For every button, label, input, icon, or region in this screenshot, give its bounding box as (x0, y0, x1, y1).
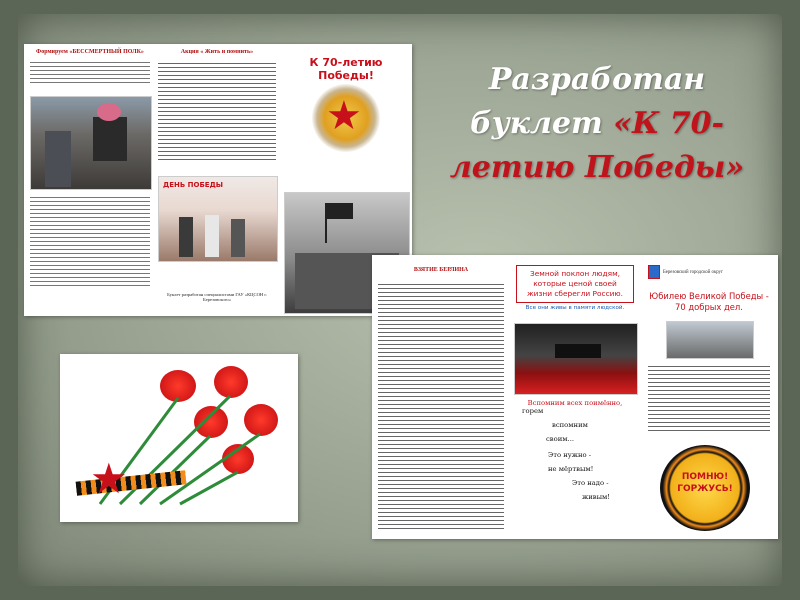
poem-line-2: горем (522, 407, 544, 415)
victory-day-photo (158, 176, 278, 262)
booklet-front-col2-heading: Акция « Жить и помнить» (180, 49, 254, 55)
title-line-3: летию Победы» (449, 150, 745, 185)
booklet-front-col1-text (30, 59, 150, 85)
booklet-front-col-2 (155, 44, 279, 316)
booklet-back-col2-heading: Земной поклон людям, которые ценой своей жизни сберегли Россию. (516, 265, 634, 303)
booklet-back-col-2 (510, 255, 640, 539)
poem-line-6: не мёртвым! (548, 465, 594, 473)
logo-text: Березовский городской округ (663, 269, 723, 275)
veterans-photo (666, 321, 754, 359)
title-line-1: Разработан (488, 62, 706, 97)
booklet-front-col1-text-2 (30, 194, 150, 286)
poster-text: ДЕНЬ ПОБЕДЫ (163, 181, 224, 189)
poem-line-5: Это нужно - (548, 451, 592, 459)
order-star-icon: ★ (90, 457, 128, 503)
slide-title (432, 58, 762, 190)
booklet-front-col3-heading: К 70-летию Победы! (309, 56, 383, 82)
booklet-back-col3-logo (648, 265, 770, 279)
booklet-back-image (372, 255, 778, 539)
booklet-front-col1-heading: Формируем «БЕССМЕРТНЫЙ ПОЛК» (36, 49, 144, 55)
booklet-back-col-3 (644, 255, 774, 539)
memory-poem (512, 399, 638, 501)
victory-star-emblem-icon: ★ (312, 84, 380, 152)
booklet-back-col1-text (378, 281, 504, 531)
poem-line-7: Это надо - (572, 479, 609, 487)
title-line-2: буклет «К 70- (470, 106, 724, 141)
booklet-front-image (24, 44, 412, 316)
booklet-back-col3-text (648, 363, 770, 433)
poem-line-3: вспомним (552, 421, 588, 429)
booklet-front-col2-text (158, 60, 276, 160)
poem-line-8: живым! (582, 493, 611, 501)
flowers-memorial-photo (514, 323, 638, 395)
poem-line-1: Вспомним всех поимённо, (527, 399, 623, 407)
regiment-photo (30, 96, 152, 190)
poem-line-4: своим... (546, 435, 575, 443)
booklet-back-col3-heading: Юбилею Великой Победы - 70 добрых дел. (649, 291, 769, 312)
booklet-back-col2-sub: Все они живы в памяти людской. (525, 305, 625, 311)
booklet-front-footer: Буклет разработан специалистами ГАУ «КЦСОН г. Березовского» (167, 292, 267, 303)
remember-badge (660, 445, 750, 531)
coat-of-arms-icon (648, 265, 660, 279)
carnations-image (60, 354, 298, 522)
booklet-back-col1-heading: ВЗЯТИЕ БЕРЛИНА (413, 267, 469, 273)
booklet-front-col-1 (28, 44, 152, 316)
booklet-back-col-1 (376, 255, 506, 539)
badge-text: ПОМНЮ! ГОРЖУСЬ! (677, 472, 733, 494)
